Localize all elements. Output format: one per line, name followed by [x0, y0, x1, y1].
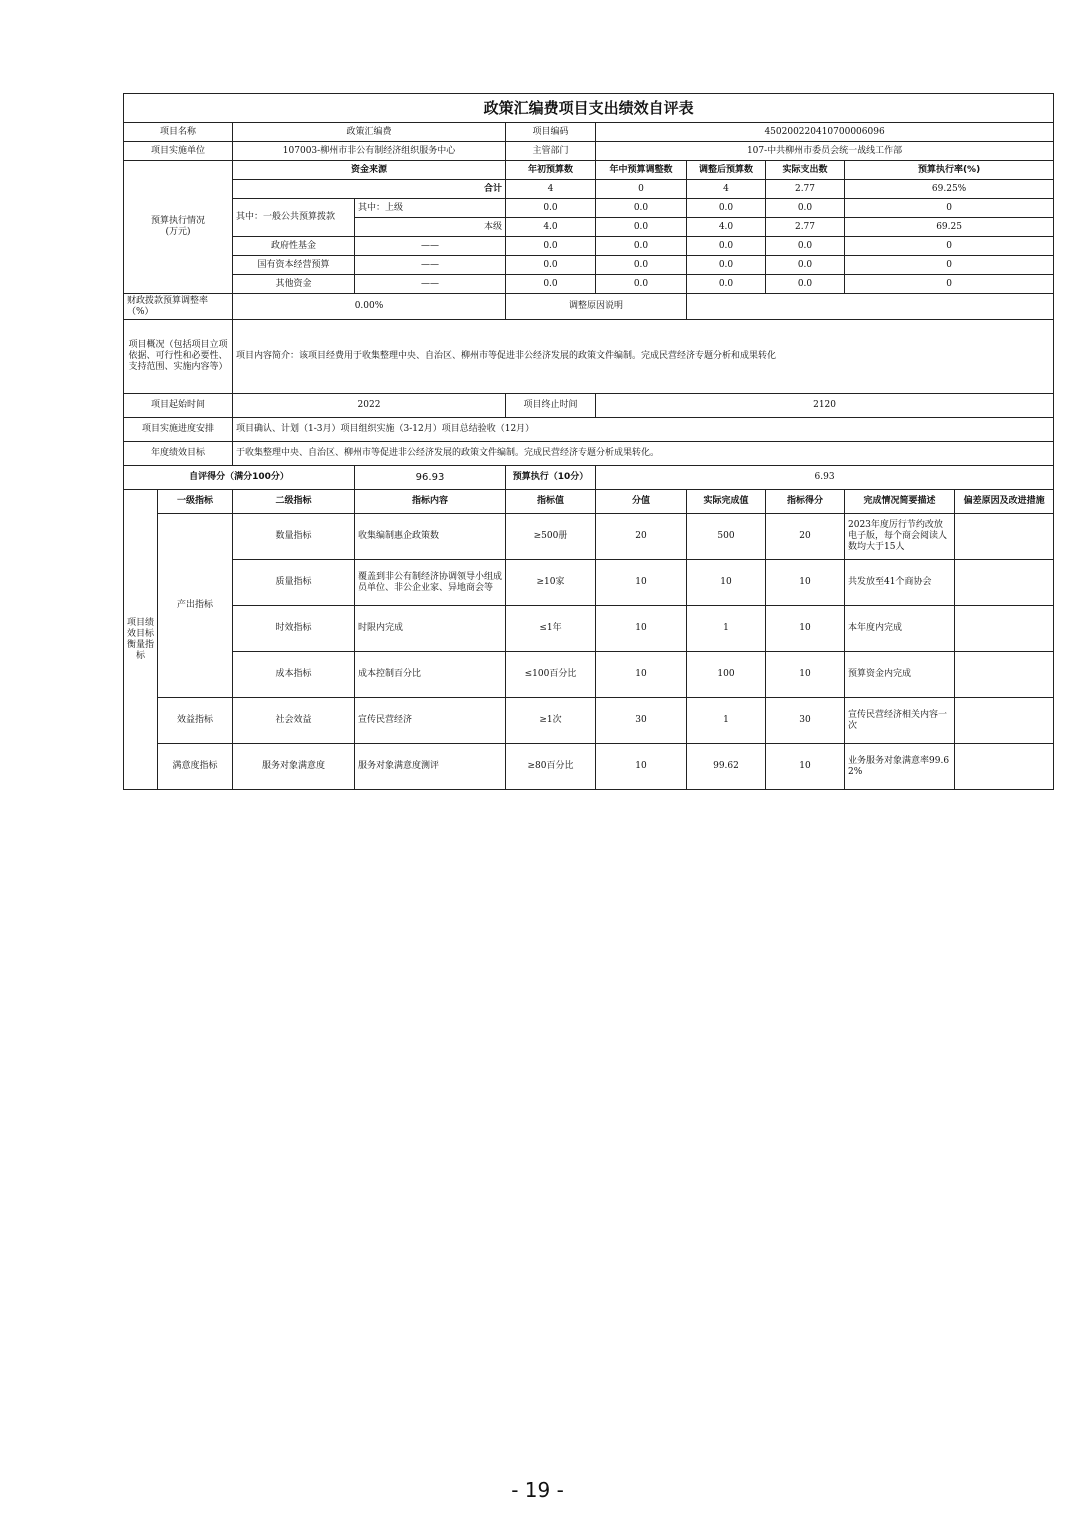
- perf-score: 10: [766, 606, 845, 652]
- schedule-value: 项目确认、计划（1-3月）项目组织实施（3-12月）项目总结验收（12月）: [233, 418, 1054, 442]
- perf-dev: [955, 606, 1054, 652]
- perf-l2: 社会效益: [233, 698, 355, 744]
- budget-exec-label: 预算执行情况 (万元): [124, 161, 233, 294]
- perf-actual: 1: [687, 606, 766, 652]
- budget-cell: 0: [596, 180, 687, 199]
- perf-actual: 500: [687, 514, 766, 560]
- budget-row-sub-label: 其中：上级: [355, 199, 506, 218]
- start-time-label: 项目起始时间: [124, 394, 233, 418]
- perf-content: 覆盖到非公有制经济协调领导小组成员单位、非公企业家、异地商会等: [355, 560, 506, 606]
- budget-header: 预算执行率(%): [845, 161, 1054, 180]
- perf-l1-output: 产出指标: [158, 514, 233, 698]
- perf-weight: 10: [596, 744, 687, 790]
- perf-desc: 预算资金内完成: [845, 652, 955, 698]
- budget-cell: 0: [845, 256, 1054, 275]
- project-name-value: 政策汇编费: [233, 123, 506, 142]
- budget-row-general-label: 其中：一般公共预算拨款: [233, 199, 355, 237]
- perf-l2: 时效指标: [233, 606, 355, 652]
- budget-row-label: 政府性基金: [233, 237, 355, 256]
- budget-cell: 0.0: [596, 256, 687, 275]
- table-title: 政策汇编费项目支出绩效自评表: [124, 94, 1054, 123]
- dept-label: 主管部门: [506, 142, 596, 161]
- adj-reason-value: [687, 294, 1054, 320]
- perf-weight: 30: [596, 698, 687, 744]
- adj-rate-value: 0.00%: [233, 294, 506, 320]
- perf-desc: 2023年度厉行节约改放电子版，每个商会阅读人数均大于15人: [845, 514, 955, 560]
- perf-l2: 质量指标: [233, 560, 355, 606]
- perf-weight: 10: [596, 560, 687, 606]
- impl-unit-label: 项目实施单位: [124, 142, 233, 161]
- budget-cell: 0.0: [687, 256, 766, 275]
- perf-actual: 100: [687, 652, 766, 698]
- end-time-value: 2120: [596, 394, 1054, 418]
- perf-weight: 10: [596, 606, 687, 652]
- budget-score-label: 预算执行（10分）: [506, 466, 596, 490]
- budget-cell: 0.0: [687, 199, 766, 218]
- perf-content: 成本控制百分比: [355, 652, 506, 698]
- perf-header: 指标得分: [766, 490, 845, 514]
- perf-dev: [955, 652, 1054, 698]
- budget-cell: 0.0: [766, 256, 845, 275]
- perf-target: ≤1年: [506, 606, 596, 652]
- budget-cell: 0.0: [596, 199, 687, 218]
- perf-target: ≥10家: [506, 560, 596, 606]
- perf-header: 实际完成值: [687, 490, 766, 514]
- budget-cell: 0.0: [506, 256, 596, 275]
- perf-header: 偏差原因及改进措施: [955, 490, 1054, 514]
- perf-l1-benefit: 效益指标: [158, 698, 233, 744]
- budget-row-total-label: 合计: [233, 180, 506, 199]
- budget-cell: 4: [506, 180, 596, 199]
- perf-dev: [955, 744, 1054, 790]
- budget-cell: 0: [845, 237, 1054, 256]
- budget-dash: ——: [355, 275, 506, 294]
- perf-l2: 成本指标: [233, 652, 355, 698]
- budget-header: 年初预算数: [506, 161, 596, 180]
- budget-cell: 0.0: [766, 199, 845, 218]
- perf-content: 宣传民营经济: [355, 698, 506, 744]
- perf-l1-satisfaction: 满意度指标: [158, 744, 233, 790]
- budget-cell: 4.0: [687, 218, 766, 237]
- perf-actual: 10: [687, 560, 766, 606]
- budget-row-label: 国有资本经营预算: [233, 256, 355, 275]
- budget-cell: 2.77: [766, 218, 845, 237]
- budget-cell: 0.0: [596, 218, 687, 237]
- overview-value: 项目内容简介：该项目经费用于收集整理中央、自治区、柳州市等促进非公经济发展的政策文件编制。完成民营经济专题分析和成果转化: [233, 320, 1054, 394]
- page-number: - 19 -: [511, 1478, 564, 1502]
- perf-content: 收集编制惠企政策数: [355, 514, 506, 560]
- perf-header: 一级指标: [158, 490, 233, 514]
- performance-table: [123, 93, 1054, 790]
- perf-score: 10: [766, 652, 845, 698]
- budget-cell: 69.25%: [845, 180, 1054, 199]
- budget-cell: 0.0: [596, 237, 687, 256]
- perf-header: 指标内容: [355, 490, 506, 514]
- start-time-value: 2022: [233, 394, 506, 418]
- budget-dash: ——: [355, 256, 506, 275]
- perf-content: 服务对象满意度测评: [355, 744, 506, 790]
- perf-desc: 宣传民营经济相关内容一次: [845, 698, 955, 744]
- budget-cell: 0.0: [687, 237, 766, 256]
- schedule-label: 项目实施进度安排: [124, 418, 233, 442]
- perf-header: 完成情况简要描述: [845, 490, 955, 514]
- perf-weight: 20: [596, 514, 687, 560]
- budget-cell: 0.0: [506, 199, 596, 218]
- budget-header: 年中预算调整数: [596, 161, 687, 180]
- impl-unit-value: 107003-柳州市非公有制经济组织服务中心: [233, 142, 506, 161]
- self-score-label: 自评得分（满分100分）: [124, 466, 355, 490]
- perf-actual: 1: [687, 698, 766, 744]
- annual-goal-value: 于收集整理中央、自治区、柳州市等促进非公经济发展的政策文件编制。完成民营经济专题分析成果转化。: [233, 442, 1054, 466]
- perf-weight: 10: [596, 652, 687, 698]
- perf-score: 10: [766, 560, 845, 606]
- perf-score: 10: [766, 744, 845, 790]
- project-name-label: 项目名称: [124, 123, 233, 142]
- budget-header: 资金来源: [233, 161, 506, 180]
- perf-header: 分值: [596, 490, 687, 514]
- perf-l2: 数量指标: [233, 514, 355, 560]
- perf-actual: 99.62: [687, 744, 766, 790]
- budget-cell: 2.77: [766, 180, 845, 199]
- perf-score: 30: [766, 698, 845, 744]
- project-code-value: 450200220410700006096: [596, 123, 1054, 142]
- budget-cell: 4.0: [506, 218, 596, 237]
- perf-target: ≤100百分比: [506, 652, 596, 698]
- perf-desc: 共发放至41个商协会: [845, 560, 955, 606]
- budget-cell: 0.0: [766, 275, 845, 294]
- perf-desc: 业务服务对象满意率99.62%: [845, 744, 955, 790]
- end-time-label: 项目终止时间: [506, 394, 596, 418]
- budget-cell: 0.0: [766, 237, 845, 256]
- budget-score-value: 6.93: [596, 466, 1054, 490]
- budget-header: 实际支出数: [766, 161, 845, 180]
- budget-cell: 4: [687, 180, 766, 199]
- budget-cell: 0.0: [506, 275, 596, 294]
- perf-header: 二级指标: [233, 490, 355, 514]
- budget-cell: 0: [845, 275, 1054, 294]
- perf-side-label: 项目绩效目标衡量指标: [124, 490, 158, 790]
- project-code-label: 项目编码: [506, 123, 596, 142]
- dept-value: 107-中共柳州市委员会统一战线工作部: [596, 142, 1054, 161]
- perf-dev: [955, 560, 1054, 606]
- budget-dash: ——: [355, 237, 506, 256]
- perf-l2: 服务对象满意度: [233, 744, 355, 790]
- budget-row-label: 其他资金: [233, 275, 355, 294]
- perf-dev: [955, 698, 1054, 744]
- budget-cell: 0: [845, 199, 1054, 218]
- perf-score: 20: [766, 514, 845, 560]
- budget-cell: 0.0: [687, 275, 766, 294]
- overview-label: 项目概况（包括项目立项依据、可行性和必要性、支持范围、实施内容等）: [124, 320, 233, 394]
- adj-reason-label: 调整原因说明: [506, 294, 687, 320]
- perf-target: ≥1次: [506, 698, 596, 744]
- budget-header: 调整后预算数: [687, 161, 766, 180]
- adj-rate-label: 财政拨款预算调整率（%）: [124, 294, 233, 320]
- perf-content: 时限内完成: [355, 606, 506, 652]
- perf-header: 指标值: [506, 490, 596, 514]
- self-score-value: 96.93: [355, 466, 506, 490]
- budget-row-sub-label: 本级: [355, 218, 506, 237]
- perf-desc: 本年度内完成: [845, 606, 955, 652]
- budget-cell: 69.25: [845, 218, 1054, 237]
- budget-cell: 0.0: [596, 275, 687, 294]
- budget-cell: 0.0: [506, 237, 596, 256]
- perf-dev: [955, 514, 1054, 560]
- perf-target: ≥80百分比: [506, 744, 596, 790]
- perf-target: ≥500册: [506, 514, 596, 560]
- annual-goal-label: 年度绩效目标: [124, 442, 233, 466]
